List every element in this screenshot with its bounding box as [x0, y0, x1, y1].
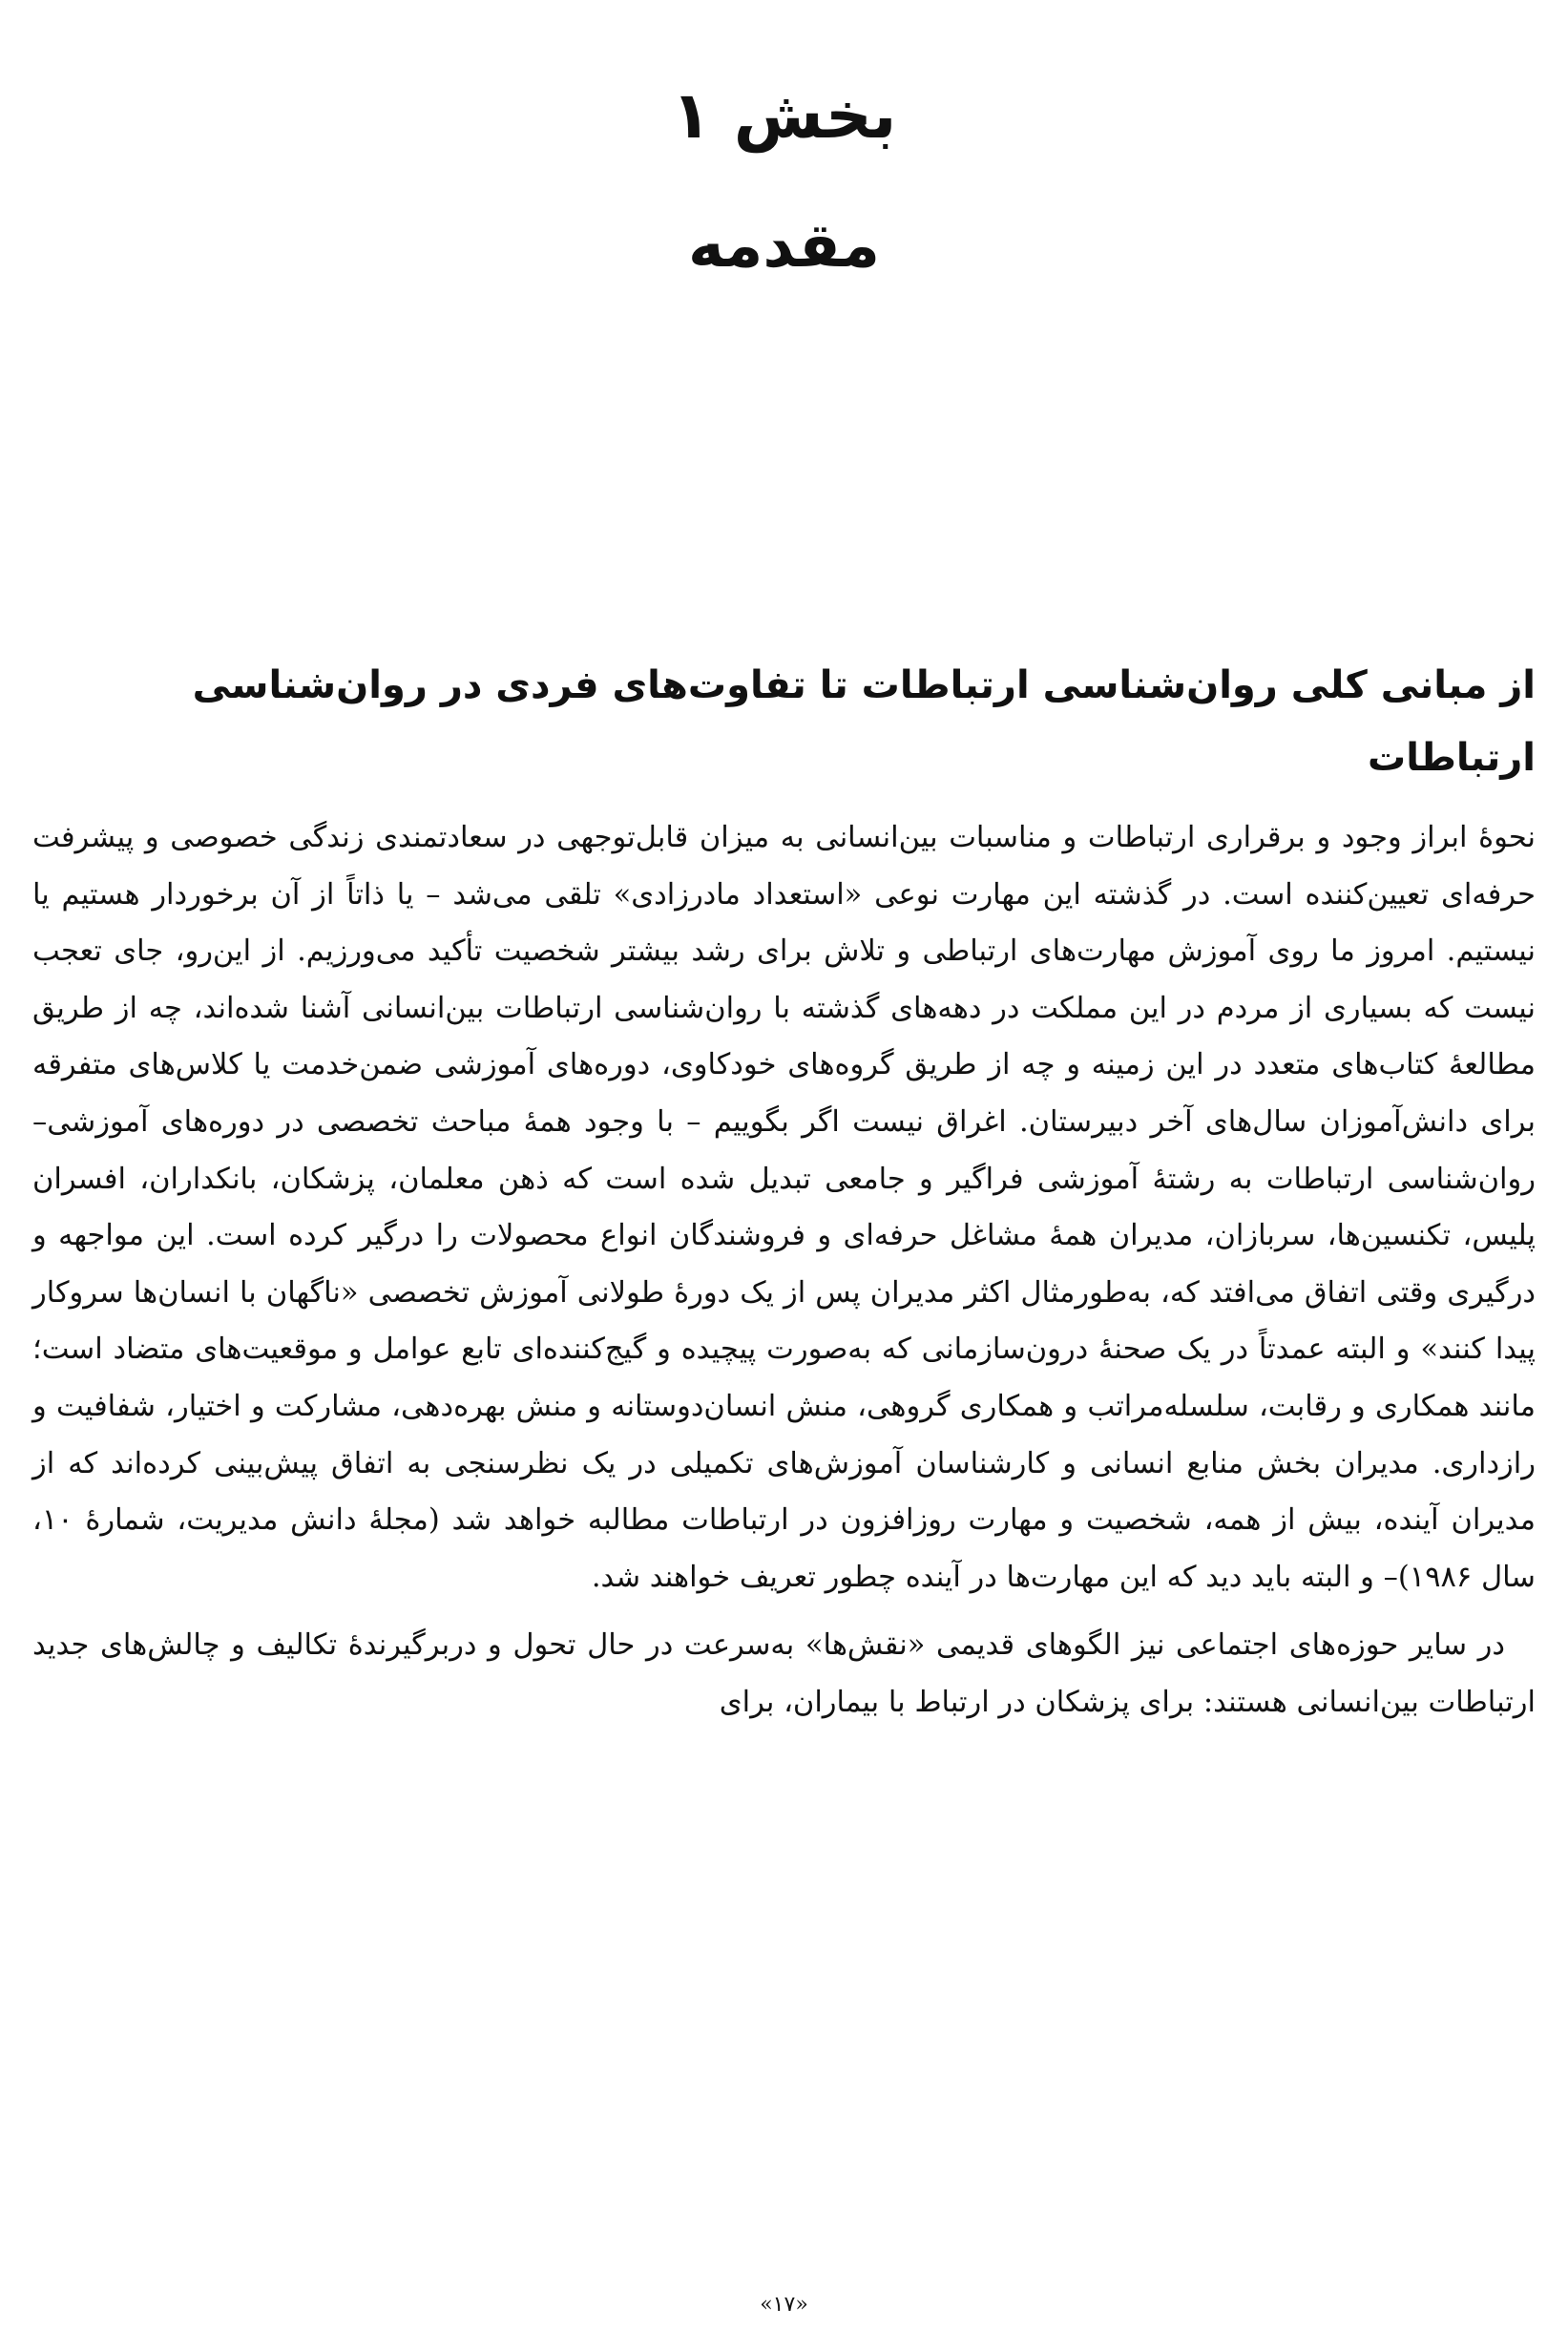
paragraph-2: در سایر حوزه‌های اجتماعی نیز الگوهای قدیمی «نقش‌ها» به‌سرعت در حال تحول و دربرگیرندهٔ تکالیف و چالش‌های جدید ارتباطات بین‌انسانی هستند: برای پزشکان در ارتباط با بیماران، برای: [32, 1628, 1536, 1719]
section-heading: از مبانی کلی روان‌شناسی ارتباطات تا تفاوت‌های فردی در روان‌شناسی ارتباطات: [192, 663, 1536, 780]
paragraph-1: نحوهٔ ابراز وجود و برقراری ارتباطات و مناسبات بین‌انسانی به میزان قابل‌توجهی در سعادتمندی زندگی خصوصی و پیشرفت حرفه‌ای تعیین‌کننده است. در گذشته این مهارت نوعی «استعداد مادرزادی» تلقی می‌شد – یا ذاتاً از آن برخوردار هستیم یا نیستیم. امروز ما روی آموزش مهارت‌های ارتباطی و تلاش برای رشد بیشتر شخصیت تأکید می‌ورزیم. از این‌رو، جای تعجب نیست که بسیاری از مردم در این مملکت در دهه‌های گذشته با روان‌شناسی ارتباطات بین‌انسانی آشنا شده‌اند، چه از طریق مطالعهٔ کتاب‌های متعدد در این زمینه و چه از طریق گروه‌های خودکاوی، دوره‌های آموزشی ضمن‌خدمت یا کلاس‌های متفرقه برای دانش‌آموزان سال‌های آخر دبیرستان. اغراق نیست اگر بگوییم – با وجود همهٔ مباحث تخصصی در دوره‌های آموزشی– روان‌شناسی ارتباطات به رشتهٔ آموزشی فراگیر و جامعی تبدیل شده است که ذهن معلمان، پزشکان، بانکداران، افسران پلیس، تکنسین‌ها، سربازان، مدیران همهٔ مشاغل حرفه‌ای و فروشندگان انواع محصولات را درگیر کرده است. این مواجهه و درگیری وقتی اتفاق می‌افتد که، به‌طورمثال اکثر مدیران پس از یک دورهٔ طولانی آموزش تخصصی «ناگهان با انسان‌ها سروکار پیدا کنند» و البته عمدتاً در یک صحنهٔ درون‌سازمانی که به‌صورت پیچیده و گیج‌کننده‌ای تابع عوامل و موقعیت‌های متضاد است؛ مانند همکاری و رقابت، سلسله‌مراتب و همکاری گروهی، منش انسان‌دوستانه و منش بهره‌دهی، مشارکت و اختیار، شفافیت و رازداری. مدیران بخش منابع انسانی و کارشناسان آموزش‌های تکمیلی در یک نظرسنجی به اتفاق پیش‌بینی کرده‌اند که از مدیران آینده، بیش از همه، شخصیت و مهارت روزافزون در ارتباطات مطالبه خواهد شد (مجلهٔ دانش مدیریت، شمارهٔ ۱۰، سال ۱۹۸۶)– و البته باید دید که این مهارت‌ها در آینده چطور تعریف خواهند شد.: [32, 821, 1536, 1594]
page-number: «۱۷»: [760, 2293, 808, 2317]
chapter-subtitle: مقدمه: [687, 211, 881, 282]
chapter-title: بخش ۱: [671, 78, 897, 154]
body-text: [32, 809, 1536, 1731]
